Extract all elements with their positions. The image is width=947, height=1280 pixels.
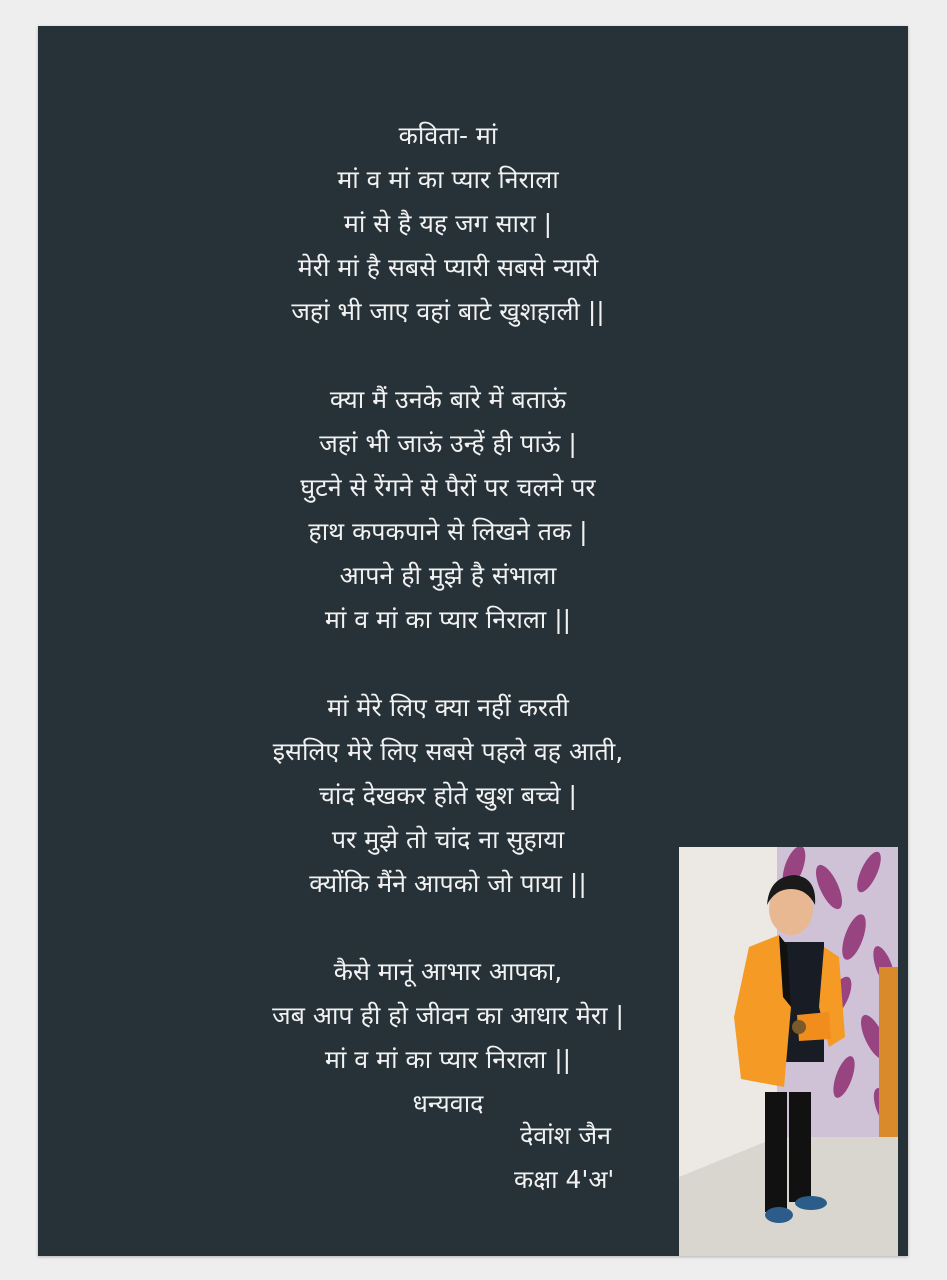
poem-title: कविता- मां: [398, 121, 498, 150]
poem-line: क्या मैं उनके बारे में बताऊं: [329, 385, 567, 414]
poem-line: जब आप ही हो जीवन का आधार मेरा |: [272, 1001, 624, 1030]
poem-line: पर मुझे तो चांद ना सुहाया: [331, 825, 565, 854]
poem-line: मां व मां का प्यार निराला: [337, 165, 559, 194]
stanza-gap: [38, 334, 858, 378]
poem-line: घुटने से रेंगने से पैरों पर चलने पर: [300, 473, 596, 502]
poem-line: जहां भी जाऊं उन्हें ही पाऊं |: [319, 429, 577, 458]
poem-line: मां मेरे लिए क्या नहीं करती: [327, 693, 569, 722]
poem-line: क्योंकि मैंने आपको जो पाया ||: [309, 869, 587, 898]
poem-line: आपने ही मुझे है संभाला: [339, 561, 557, 590]
author-class: कक्षा 4'अ': [514, 1165, 615, 1194]
author-photo: [679, 847, 898, 1256]
poem-line: हाथ कपकपाने से लिखने तक |: [308, 517, 588, 546]
poem-card: [38, 26, 908, 1256]
poem-line: कैसे मानूं आभार आपका,: [333, 957, 563, 986]
stanza-gap: [38, 642, 858, 686]
author-photo-image: [679, 847, 898, 1256]
author-name: देवांश जैन: [520, 1121, 612, 1150]
poem-line: इसलिए मेरे लिए सबसे पहले वह आती,: [272, 737, 624, 766]
poem-line: मां व मां का प्यार निराला ||: [324, 1045, 572, 1074]
poem-line: जहां भी जाए वहां बाटे खुशहाली ||: [291, 297, 605, 326]
poem-line: धन्यवाद: [412, 1089, 484, 1118]
poem-line: चांद देखकर होते खुश बच्चे |: [319, 781, 577, 810]
poem-line: मेरी मां है सबसे प्यारी सबसे न्यारी: [297, 253, 599, 282]
poem-line: मां व मां का प्यार निराला ||: [324, 605, 572, 634]
poem-line: मां से है यह जग सारा |: [343, 209, 553, 238]
